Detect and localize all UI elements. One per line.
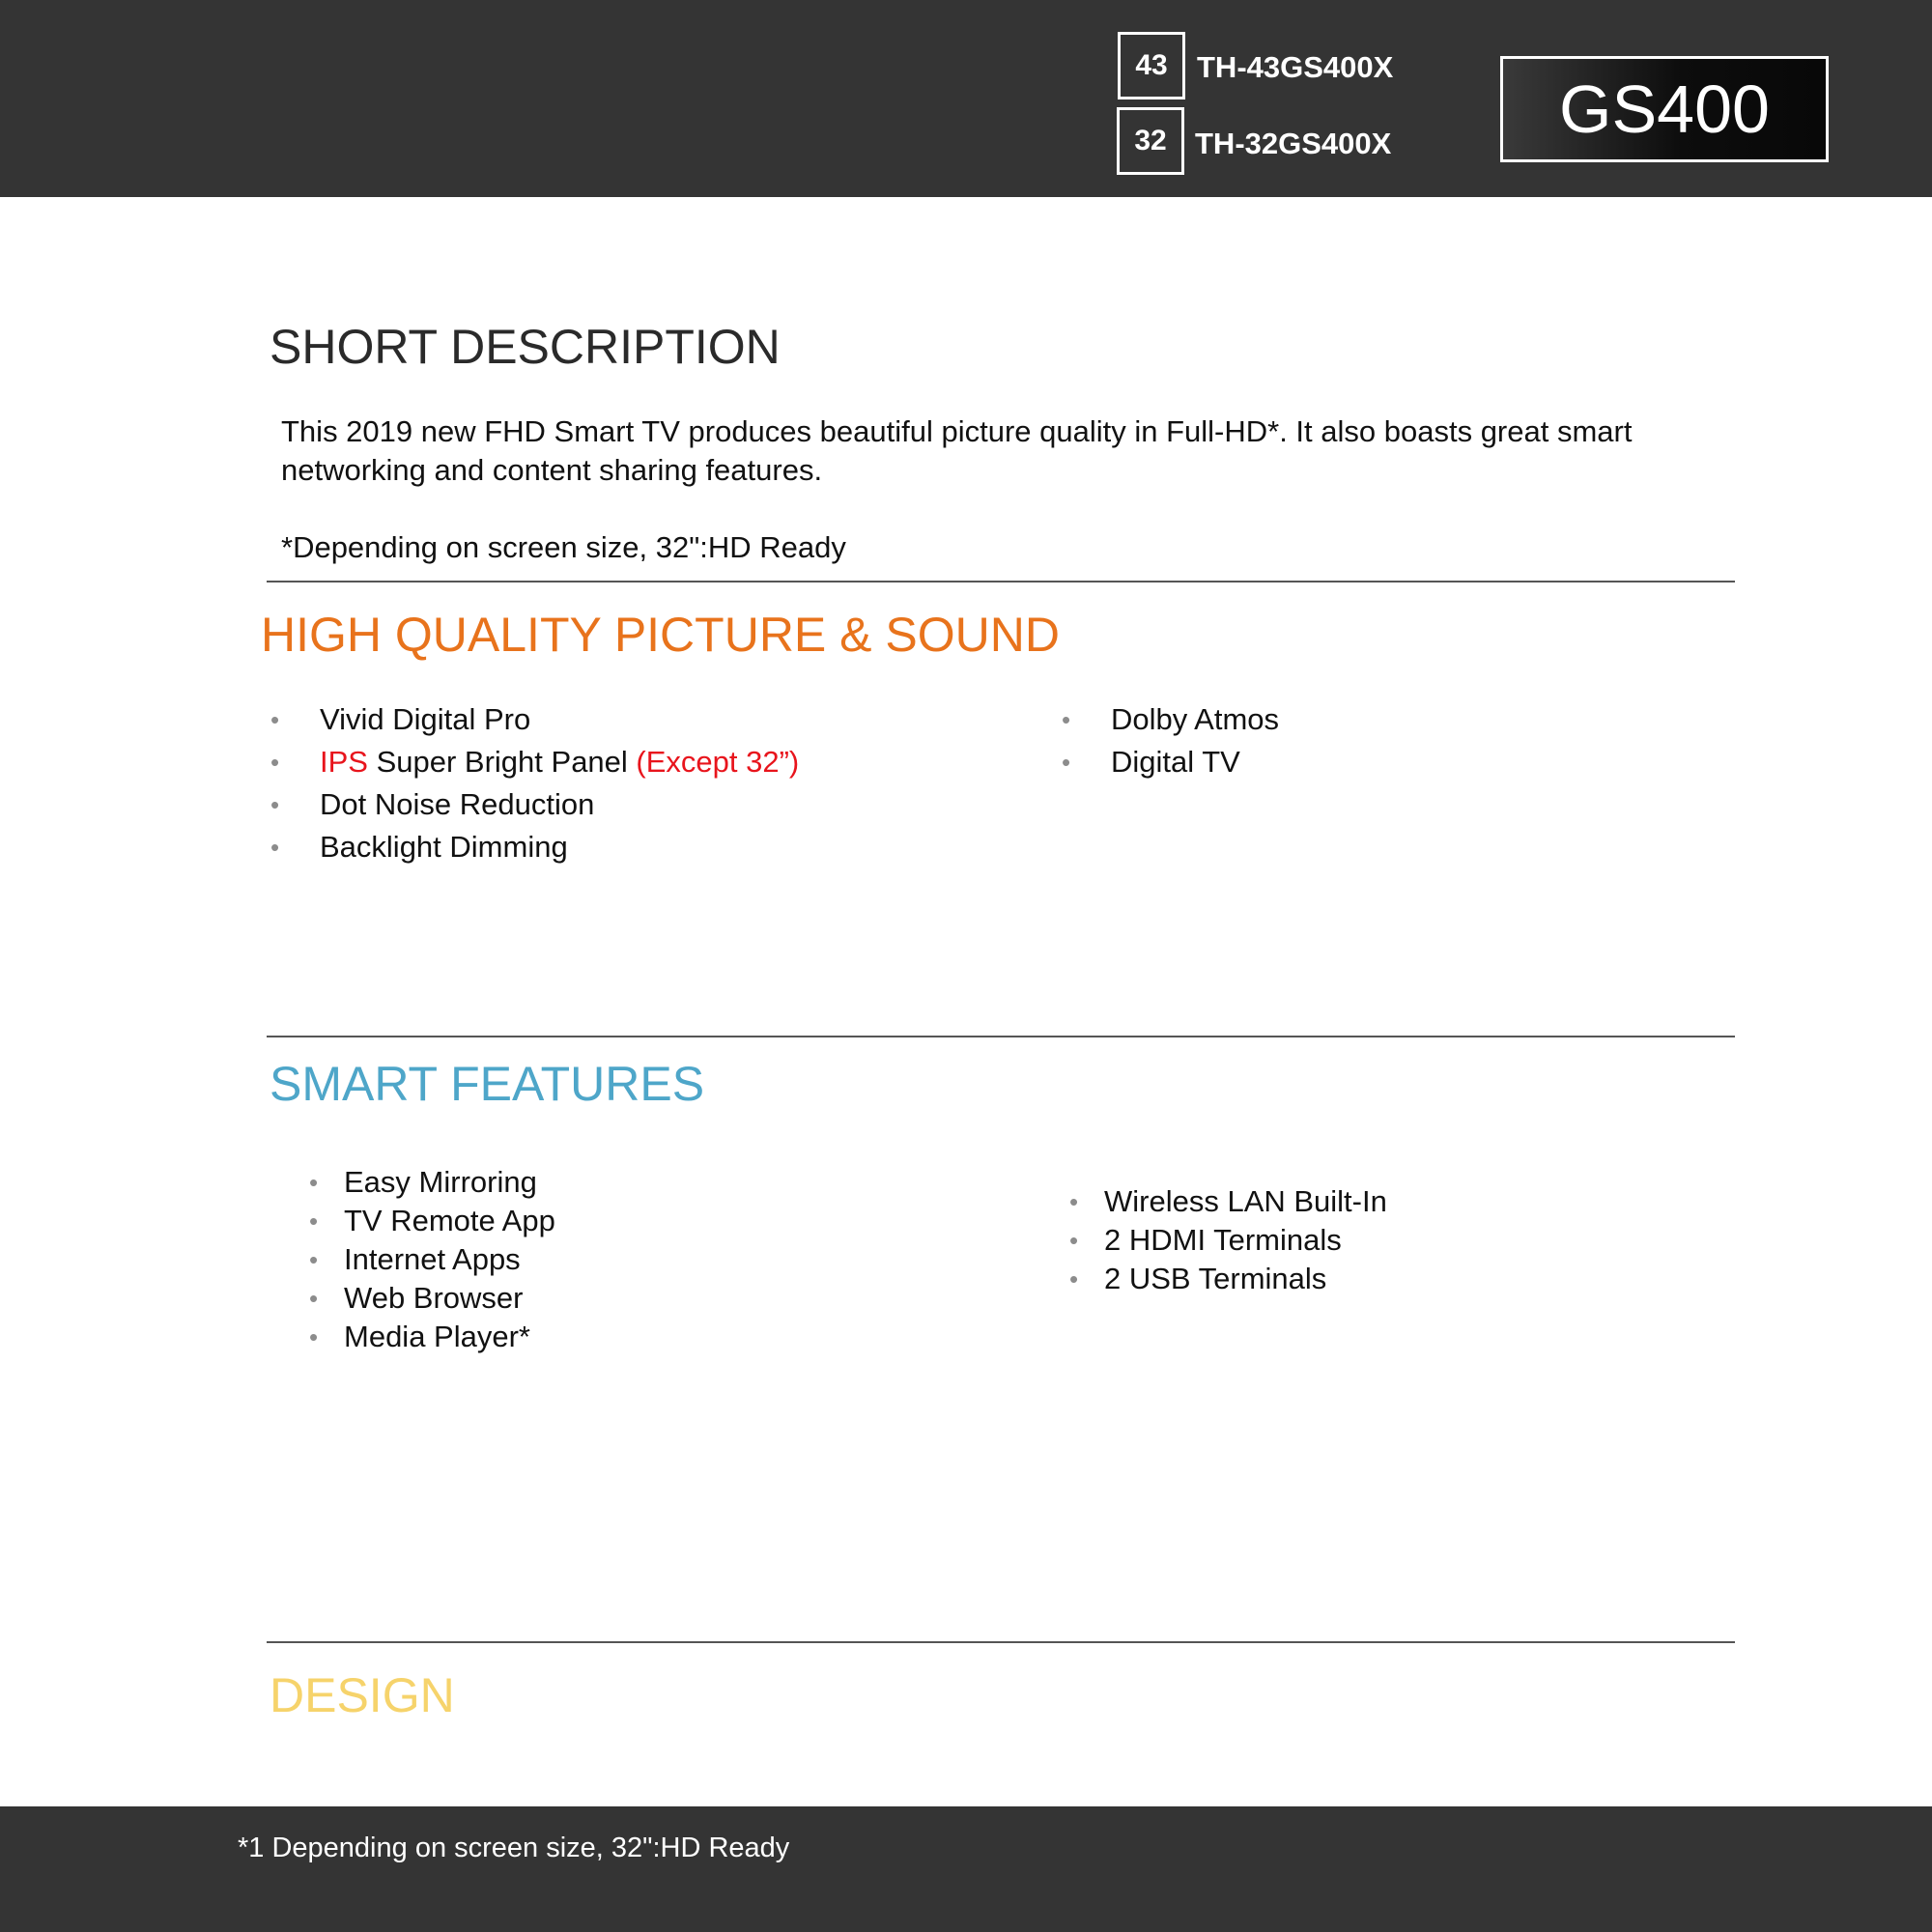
bullet-dot: • <box>1069 1264 1079 1293</box>
design-heading: DESIGN <box>270 1668 455 1722</box>
list-item: • Internet Apps <box>344 1240 555 1279</box>
smart-features-list-left <box>309 1163 555 1356</box>
bullet-dot: • <box>1062 748 1071 777</box>
list-item: • Web Browser <box>344 1279 555 1318</box>
bullet-dot: • <box>270 748 280 777</box>
short-description-text: This 2019 new FHD Smart TV produces beautiful picture quality in Full-HD*. It also boasts great smart networking and content sharing features. <box>281 414 1633 487</box>
list-item: • 2 HDMI Terminals <box>1104 1221 1387 1260</box>
footer-bar <box>0 1806 1932 1932</box>
bullet-dot: • <box>309 1245 319 1274</box>
model-name-32: TH-32GS400X <box>1195 127 1392 160</box>
divider-2 <box>267 1036 1735 1037</box>
list-item: • TV Remote App <box>344 1202 555 1240</box>
bullet-dot: • <box>309 1284 319 1313</box>
list-item: • Digital TV <box>1111 741 1279 783</box>
smart-features-heading: SMART FEATURES <box>270 1057 705 1111</box>
size-badge-32: 32 <box>1117 107 1184 175</box>
bullet-dot: • <box>1062 705 1071 734</box>
list-item: • Easy Mirroring <box>344 1163 555 1202</box>
list-item: • Wireless LAN Built-In <box>1104 1182 1387 1221</box>
picture-sound-list-right <box>1062 698 1280 783</box>
short-description-note: *Depending on screen size, 32":HD Ready <box>281 530 846 564</box>
bullet-dot: • <box>309 1207 319 1236</box>
series-badge: GS400 <box>1500 56 1829 162</box>
list-item: • Dot Noise Reduction <box>320 783 799 826</box>
divider-1 <box>267 581 1735 582</box>
list-item: • Backlight Dimming <box>320 826 799 868</box>
bullet-dot: • <box>309 1322 319 1351</box>
list-item: • Media Player* <box>344 1318 555 1356</box>
size-badge-43: 43 <box>1118 32 1185 99</box>
smart-features-list-right <box>1069 1182 1387 1298</box>
bullet-dot: • <box>270 790 280 819</box>
list-item: • Dolby Atmos <box>1111 698 1279 741</box>
bullet-dot: • <box>270 705 280 734</box>
bullet-dot: • <box>1069 1187 1079 1216</box>
picture-sound-heading: HIGH QUALITY PICTURE & SOUND <box>261 608 1060 662</box>
list-item: • IPS Super Bright Panel (Except 32”) <box>320 741 799 783</box>
list-item: • 2 USB Terminals <box>1104 1260 1387 1298</box>
except-note: (Except 32”) <box>636 745 800 779</box>
list-item: • Vivid Digital Pro <box>320 698 799 741</box>
divider-3 <box>267 1641 1735 1643</box>
short-description-heading: SHORT DESCRIPTION <box>270 320 781 374</box>
footer-note: *1 Depending on screen size, 32":HD Ready <box>238 1833 790 1863</box>
picture-sound-list-left <box>270 698 800 868</box>
bullet-dot: • <box>309 1168 319 1197</box>
ips-label: IPS <box>320 745 368 779</box>
bullet-dot: • <box>1069 1226 1079 1255</box>
model-name-43: TH-43GS400X <box>1197 50 1394 84</box>
bullet-dot: • <box>270 833 280 862</box>
